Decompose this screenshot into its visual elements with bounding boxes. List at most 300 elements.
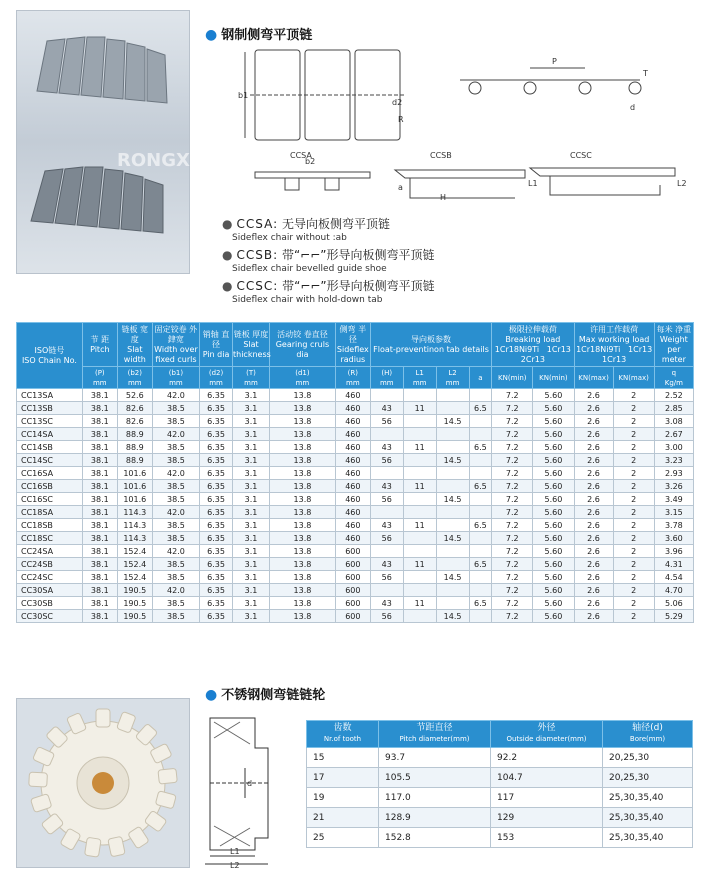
table-cell: 2 — [613, 415, 654, 428]
table-cell: 117.0 — [379, 788, 491, 808]
table-cell: 38.1 — [82, 584, 117, 597]
table-cell: 5.60 — [533, 467, 574, 480]
table-cell: 13.8 — [270, 428, 336, 441]
table-cell: 117 — [491, 788, 603, 808]
table-cell: 7.2 — [492, 584, 533, 597]
table-cell: 14.5 — [436, 610, 469, 623]
table-cell: 38.1 — [82, 428, 117, 441]
label-d2: d2 — [392, 98, 403, 107]
table-cell: 460 — [335, 389, 370, 402]
table-cell: 3.1 — [232, 480, 269, 493]
table-cell: 92.2 — [491, 748, 603, 768]
header-pitch-diameter: 节距直径 Pitch diameter(mm) — [379, 721, 491, 748]
type-ccsb: ● CCSB: 带“⌐⌐”形导向板侧弯平顶链 Sideflex chair bevelled guide shoe — [222, 248, 435, 274]
table-cell: 3.26 — [654, 480, 693, 493]
table-cell: 38.5 — [152, 441, 199, 454]
table-cell: 2.6 — [574, 454, 613, 467]
table-cell: CC24SA — [17, 545, 83, 558]
table-cell: 3.1 — [232, 493, 269, 506]
table-cell: 56 — [370, 415, 403, 428]
table-cell: 5.60 — [533, 389, 574, 402]
table-cell: 2 — [613, 389, 654, 402]
table-cell: 56 — [370, 571, 403, 584]
table-cell: 38.5 — [152, 519, 199, 532]
header-width-over: 固定铰卷 外銉宽 Width over fixed curls — [152, 323, 199, 367]
table-row — [17, 584, 694, 597]
table-cell: CC18SB — [17, 519, 83, 532]
table-cell: CC24SC — [17, 571, 83, 584]
table-cell: 152.4 — [117, 571, 152, 584]
bullet-dot-icon: ● — [205, 687, 218, 703]
table-cell: 2.6 — [574, 597, 613, 610]
table-cell — [403, 506, 436, 519]
table-cell: 38.1 — [82, 402, 117, 415]
table-cell: 38.5 — [152, 480, 199, 493]
bullet-icon: ● — [222, 279, 233, 293]
table-row — [17, 597, 694, 610]
table-cell — [403, 571, 436, 584]
table-cell: 56 — [370, 610, 403, 623]
table-cell: 6.35 — [200, 506, 233, 519]
table-cell: 2 — [613, 610, 654, 623]
label-ccsb: CCSB — [430, 151, 452, 160]
table-cell: 82.6 — [117, 415, 152, 428]
table-cell: 38.1 — [82, 519, 117, 532]
table-row — [17, 389, 694, 402]
table-row — [17, 493, 694, 506]
table-cell: 38.1 — [82, 441, 117, 454]
bullet-icon: ● — [222, 248, 233, 262]
table-row — [17, 454, 694, 467]
label-T: T — [643, 69, 648, 78]
table-cell: 14.5 — [436, 532, 469, 545]
table-cell: CC30SA — [17, 584, 83, 597]
table-cell: 2 — [613, 441, 654, 454]
table-row — [17, 467, 694, 480]
table-cell: 13.8 — [270, 389, 336, 402]
header-weight: 每米 净重 Weight per meter — [654, 323, 693, 367]
table-cell: 38.1 — [82, 454, 117, 467]
table-cell: 11 — [403, 519, 436, 532]
table-cell: 5.60 — [533, 493, 574, 506]
table-cell — [436, 597, 469, 610]
table-cell: 5.60 — [533, 571, 574, 584]
table-cell: 2.6 — [574, 389, 613, 402]
table-cell — [436, 558, 469, 571]
table-cell: CC24SB — [17, 558, 83, 571]
table-cell: 3.1 — [232, 610, 269, 623]
table-cell: 7.2 — [492, 545, 533, 558]
table-cell: 6.5 — [469, 597, 492, 610]
table-cell: 2 — [613, 532, 654, 545]
sprocket-table — [306, 720, 693, 848]
table-cell: 101.6 — [117, 480, 152, 493]
header-working: 许用工作载荷 Max working load 1Cr18Ni9Ti 1Cr13 1Cr13 — [574, 323, 654, 367]
type-ccsa: ● CCSA: 无导向板侧弯平顶链 Sideflex chair without :ab — [222, 217, 390, 243]
table-cell: 2 — [613, 480, 654, 493]
table-cell: 13.8 — [270, 532, 336, 545]
chain-illustration — [17, 11, 212, 273]
table-cell: 2 — [613, 428, 654, 441]
table-cell: 460 — [335, 493, 370, 506]
table-cell: 129 — [491, 808, 603, 828]
table-cell: 13.8 — [270, 480, 336, 493]
table-cell: 7.2 — [492, 467, 533, 480]
table-cell: 114.3 — [117, 519, 152, 532]
table-cell: 38.1 — [82, 467, 117, 480]
table-cell: 14.5 — [436, 415, 469, 428]
table-cell — [469, 428, 492, 441]
header-pitch: 节 距 Pitch — [82, 323, 117, 367]
table-cell: 2.6 — [574, 545, 613, 558]
label-ccsc: CCSC — [570, 151, 592, 160]
chain-photo — [16, 10, 212, 274]
table-cell — [436, 402, 469, 415]
table-cell: CC13SC — [17, 415, 83, 428]
table-cell: 6.35 — [200, 519, 233, 532]
table-cell — [403, 428, 436, 441]
label-sprocket-d: d — [247, 779, 253, 788]
table-cell: 38.5 — [152, 558, 199, 571]
sprocket-section-drawing — [200, 708, 278, 870]
table-cell: 600 — [335, 610, 370, 623]
table-cell: 3.1 — [232, 545, 269, 558]
table-cell — [469, 389, 492, 402]
table-cell: 25 — [307, 828, 379, 848]
table-cell — [469, 545, 492, 558]
table-cell: 14.5 — [436, 493, 469, 506]
table-cell: 6.5 — [469, 441, 492, 454]
type-ccsc: ● CCSC: 带“⌐⌐”形导向板侧弯平顶链 Sideflex chair with hold-down tab — [222, 279, 435, 305]
table-cell: 42.0 — [152, 389, 199, 402]
table-cell: 6.5 — [469, 480, 492, 493]
table-cell: 2 — [613, 402, 654, 415]
header-iso: ISO链号 ISO Chain No. — [17, 323, 83, 389]
table-cell: 5.60 — [533, 506, 574, 519]
header-bore: 轴径(d) Bore(mm) — [603, 721, 693, 748]
sprocket-table-body — [307, 748, 693, 848]
table-cell: 460 — [335, 506, 370, 519]
table-cell: 14.5 — [436, 454, 469, 467]
table-cell: CC14SB — [17, 441, 83, 454]
table-row — [17, 441, 694, 454]
table-row — [307, 788, 693, 808]
table-cell: 88.9 — [117, 454, 152, 467]
table-row — [307, 748, 693, 768]
table-cell: 5.60 — [533, 428, 574, 441]
table-cell — [469, 584, 492, 597]
chain-type-list — [222, 217, 702, 307]
table-cell: 38.1 — [82, 545, 117, 558]
table-cell: 2.6 — [574, 558, 613, 571]
table-cell: 190.5 — [117, 610, 152, 623]
table-cell: 2.52 — [654, 389, 693, 402]
table-cell: 6.35 — [200, 467, 233, 480]
table-cell: 3.1 — [232, 506, 269, 519]
table-cell — [436, 480, 469, 493]
table-cell: 3.1 — [232, 597, 269, 610]
sprocket-section-title: ● 不锈钢侧弯链链轮 — [205, 687, 326, 703]
table-cell: 2.6 — [574, 532, 613, 545]
table-cell: 460 — [335, 402, 370, 415]
label-b1: b1 — [238, 91, 249, 100]
table-cell — [436, 545, 469, 558]
table-cell: 4.70 — [654, 584, 693, 597]
table-cell: CC18SA — [17, 506, 83, 519]
table-cell — [403, 415, 436, 428]
table-cell: 3.49 — [654, 493, 693, 506]
table-cell — [469, 506, 492, 519]
table-cell: CC13SB — [17, 402, 83, 415]
table-cell: 2.6 — [574, 441, 613, 454]
table-cell: 20,25,30 — [603, 748, 693, 768]
table-cell: 6.35 — [200, 584, 233, 597]
table-cell: 6.35 — [200, 402, 233, 415]
table-cell: 43 — [370, 597, 403, 610]
table-cell: 17 — [307, 768, 379, 788]
table-cell: 2.6 — [574, 571, 613, 584]
table-cell: 2 — [613, 506, 654, 519]
header-slat-width: 链板 宽度 Slat width — [117, 323, 152, 367]
table-cell: 5.60 — [533, 480, 574, 493]
table-cell: 6.35 — [200, 428, 233, 441]
table-cell: 3.1 — [232, 584, 269, 597]
table-cell: 25,30,35,40 — [603, 788, 693, 808]
table-cell — [469, 454, 492, 467]
table-cell: 6.35 — [200, 480, 233, 493]
table-cell: 7.2 — [492, 519, 533, 532]
table-cell: 6.5 — [469, 519, 492, 532]
table-cell: 460 — [335, 532, 370, 545]
table-cell: 101.6 — [117, 493, 152, 506]
table-cell: 5.60 — [533, 545, 574, 558]
table-cell — [436, 519, 469, 532]
table-cell: 25,30,35,40 — [603, 828, 693, 848]
table-cell: 460 — [335, 428, 370, 441]
table-cell: 43 — [370, 480, 403, 493]
table-cell: 2 — [613, 519, 654, 532]
table-cell: 2 — [613, 454, 654, 467]
table-cell — [436, 441, 469, 454]
table-cell: 3.00 — [654, 441, 693, 454]
table-cell: 5.60 — [533, 402, 574, 415]
table-cell: 38.1 — [82, 389, 117, 402]
table-cell: 5.60 — [533, 597, 574, 610]
table-cell — [436, 506, 469, 519]
table-cell: 2.67 — [654, 428, 693, 441]
table-cell: 2.6 — [574, 519, 613, 532]
table-cell: 2.85 — [654, 402, 693, 415]
table-cell: 190.5 — [117, 584, 152, 597]
table-cell: 6.35 — [200, 532, 233, 545]
table-cell: CC14SC — [17, 454, 83, 467]
table-cell: 2.6 — [574, 610, 613, 623]
table-cell: 5.06 — [654, 597, 693, 610]
table-cell — [370, 584, 403, 597]
label-H: H — [440, 193, 447, 202]
table-cell: 460 — [335, 519, 370, 532]
table-cell: 460 — [335, 480, 370, 493]
table-cell: 38.5 — [152, 454, 199, 467]
table-cell: 3.1 — [232, 558, 269, 571]
table-cell: 2.6 — [574, 584, 613, 597]
table-cell: 5.60 — [533, 558, 574, 571]
table-cell: 5.60 — [533, 584, 574, 597]
table-cell: 104.7 — [491, 768, 603, 788]
table-cell: 2 — [613, 493, 654, 506]
table-cell: 7.2 — [492, 441, 533, 454]
table-cell: 13.8 — [270, 467, 336, 480]
table-cell: 5.60 — [533, 441, 574, 454]
table-cell: 2 — [613, 545, 654, 558]
table-cell: CC16SC — [17, 493, 83, 506]
table-cell: 13.8 — [270, 571, 336, 584]
table-cell: 4.54 — [654, 571, 693, 584]
table-cell: 42.0 — [152, 545, 199, 558]
table-row — [17, 610, 694, 623]
table-cell: 2 — [613, 571, 654, 584]
table-cell: 6.35 — [200, 571, 233, 584]
table-cell: 460 — [335, 467, 370, 480]
table-cell: 5.60 — [533, 532, 574, 545]
table-cell: 38.5 — [152, 610, 199, 623]
table-cell: 20,25,30 — [603, 768, 693, 788]
label-b2: b2 — [305, 157, 316, 166]
table-cell: 13.8 — [270, 454, 336, 467]
label-L1: L1 — [528, 179, 538, 188]
table-cell — [469, 571, 492, 584]
table-cell: 38.1 — [82, 597, 117, 610]
table-cell: 2.6 — [574, 506, 613, 519]
table-cell: 2.6 — [574, 480, 613, 493]
table-cell — [469, 415, 492, 428]
table-cell: 56 — [370, 454, 403, 467]
table-cell: 190.5 — [117, 597, 152, 610]
header-pin-dia: 销轴 直径 Pin dia — [200, 323, 233, 367]
table-cell: 101.6 — [117, 467, 152, 480]
table-cell: 3.23 — [654, 454, 693, 467]
table-cell: 82.6 — [117, 402, 152, 415]
table-cell: 2 — [613, 597, 654, 610]
table-cell: 600 — [335, 584, 370, 597]
chain-spec-table: ISO链号 ISO Chain No. 节 距 Pitch 链板 宽度 Slat width 固定铰卷 外銉宽 Width over fixed curls 销轴 直径 Pin dia 链板 厚度 Slat thickness 活动铰 卷直径 Gearing cruls dia 侧弯 半径 Sideflex radius 导向板参数 Float-preventinon tab details 极限拉伸载荷 Breaking load 1Cr18Ni9Ti 1Cr13 2Cr13 许用工作载荷 Max working load 1Cr18Ni9Ti 1Cr13 1Cr13 每米 净重 Weight per meter (P) mm (b2) mm (b1) mm (d2) mm (T) mm (d1) mm (R) mm (H) mm L1 mm L2 mm a KN(min) KN(min) KN(max) KN(max) q Kg/m CC13SA 38.1 52.6 42.0 6.35 3.1 13.8 460 7.2 5.60 2.6 2 2.52 CC13SB 38.1 82.6 38.5 6.35 3.1 13.8 460 43 11 6.5 7.2 5.60 2.6 2 2.85 CC13SC 38.1 82.6 38.5 6.35 3.1 13.8 460 56 14.5 7.2 5.60 2.6 2 3.08 CC14SA 38.1 88.9 42.0 6.35 3.1 13.8 460 7.2 5.60 2.6 2 2.67 CC14SB 38.1 88.9 38.5 6.35 3.1 13.8 460 43 11 6.5 7.2 5.60 2.6 2 3.00 CC14SC 38.1 88.9 38.5 6.35 3.1 13.8 460 56 14.5 7.2 5.60 2.6 2 3.23 CC16SA 38.1 101.6 42.0 6.35 3.1 13.8 460 7.2 5.60 2.6 2 2.93 CC16SB 38.1 101.6 38.5 6.35 3.1 13.8 460 43 11 6.5 7.2 5.60 2.6 2 3.26 CC16SC 38.1 101.6 38.5 6.35 3.1 13.8 460 56 14.5 7.2 5.60 2.6 2 3.49 CC18SA 38.1 114.3 42.0 6.35 3.1 13.8 460 7.2 5.60 2.6 2 3.15 CC18SB 38.1 114.3 38.5 6.35 3.1 13.8 460 43 11 6.5 7.2 5.60 2.6 2 3.78 CC18SC 38.1 114.3 38.5 6.35 3.1 13.8 460 56 14.5 7.2 5.60 2.6 2 3.60 CC24SA 38.1 152.4 42.0 6.35 3.1 13.8 600 7.2 5.60 2.6 2 3.96 CC24SB 38.1 152.4 38.5 6.35 3.1 13.8 600 43 11 6.5 7.2 5.60 2.6 2 4.31 CC24SC 38.1 152.4 38.5 6.35 3.1 13.8 600 56 14.5 7.2 5.60 2.6 2 4.54 CC30SA 38.1 190.5 42.0 6.35 3.1 13.8 600 7.2 5.60 2.6 2 4.70 CC30SB 38.1 190.5 38.5 6.35 3.1 13.8 600 43 11 6.5 7.2 5.60 2.6 2 5.06 CC30SC 38.1 190.5 38.5 6.35 3.1 13.8 600 56 14.5 7.2 5.60 2.6 2 5.29 — [16, 322, 694, 623]
table-row — [17, 402, 694, 415]
table-cell — [469, 532, 492, 545]
table-cell — [469, 610, 492, 623]
table-cell: CC30SB — [17, 597, 83, 610]
table-cell: 38.5 — [152, 571, 199, 584]
table-cell: 13.8 — [270, 610, 336, 623]
table-cell: 42.0 — [152, 584, 199, 597]
table-cell: 2.93 — [654, 467, 693, 480]
table-cell: 3.1 — [232, 415, 269, 428]
table-cell: 13.8 — [270, 597, 336, 610]
chain-technical-drawing — [230, 40, 700, 215]
sprocket-illustration — [17, 699, 189, 867]
table-cell: 38.1 — [82, 493, 117, 506]
table-cell: 6.35 — [200, 610, 233, 623]
table-cell: 43 — [370, 441, 403, 454]
table-cell: 11 — [403, 480, 436, 493]
table-cell: 7.2 — [492, 389, 533, 402]
bullet-icon: ● — [222, 217, 233, 231]
table-cell — [370, 467, 403, 480]
table-row — [17, 571, 694, 584]
table-cell: 43 — [370, 402, 403, 415]
table-cell: 114.3 — [117, 532, 152, 545]
table-cell: 2 — [613, 558, 654, 571]
watermark-text: RONGXIN — [117, 150, 212, 171]
table-cell: 3.1 — [232, 389, 269, 402]
table-row — [17, 532, 694, 545]
table-cell: 3.15 — [654, 506, 693, 519]
table-row — [17, 428, 694, 441]
table-cell — [436, 389, 469, 402]
label-ccsa: CCSA — [290, 151, 312, 160]
table-cell: 3.78 — [654, 519, 693, 532]
table-cell: 460 — [335, 441, 370, 454]
table-cell: 38.1 — [82, 506, 117, 519]
table-row — [17, 480, 694, 493]
table-cell: 38.1 — [82, 571, 117, 584]
table-cell: 38.5 — [152, 493, 199, 506]
table-cell — [403, 584, 436, 597]
header-float: 导向板参数 Float-preventinon tab details — [370, 323, 491, 367]
table-cell: 600 — [335, 558, 370, 571]
chain-section-title: ● 钢制侧弯平顶链 — [205, 27, 313, 43]
table-cell: 4.31 — [654, 558, 693, 571]
table-cell: 3.1 — [232, 519, 269, 532]
table-cell — [370, 506, 403, 519]
table-cell: 7.2 — [492, 532, 533, 545]
label-d: d — [630, 103, 636, 112]
table-cell: 6.35 — [200, 441, 233, 454]
table-cell — [403, 454, 436, 467]
table-cell: 3.1 — [232, 571, 269, 584]
label-P: P — [552, 57, 557, 66]
table-cell: 5.60 — [533, 519, 574, 532]
table-cell: 600 — [335, 545, 370, 558]
table-cell: 11 — [403, 558, 436, 571]
table-cell: 38.5 — [152, 532, 199, 545]
table-cell: 7.2 — [492, 558, 533, 571]
table-cell: 6.35 — [200, 558, 233, 571]
table-cell: 25,30,35,40 — [603, 808, 693, 828]
table-cell: 7.2 — [492, 415, 533, 428]
table-cell: 114.3 — [117, 506, 152, 519]
table-cell: 6.35 — [200, 415, 233, 428]
label-R: R — [398, 115, 404, 124]
header-slat-thick: 链板 厚度 Slat thickness — [232, 323, 269, 367]
table-cell: 5.60 — [533, 415, 574, 428]
table-cell: 7.2 — [492, 428, 533, 441]
table-row — [17, 506, 694, 519]
table-cell: 5.60 — [533, 610, 574, 623]
table-cell: 7.2 — [492, 610, 533, 623]
table-cell: 13.8 — [270, 545, 336, 558]
table-cell — [469, 467, 492, 480]
chain-spec-table-body — [17, 389, 694, 623]
table-cell: 7.2 — [492, 402, 533, 415]
table-cell: 13.8 — [270, 493, 336, 506]
table-cell — [403, 493, 436, 506]
table-cell: CC13SA — [17, 389, 83, 402]
table-cell: 2.6 — [574, 493, 613, 506]
table-cell: 88.9 — [117, 441, 152, 454]
table-cell: 3.1 — [232, 467, 269, 480]
label-L2: L2 — [677, 179, 687, 188]
table-cell: 6.5 — [469, 558, 492, 571]
